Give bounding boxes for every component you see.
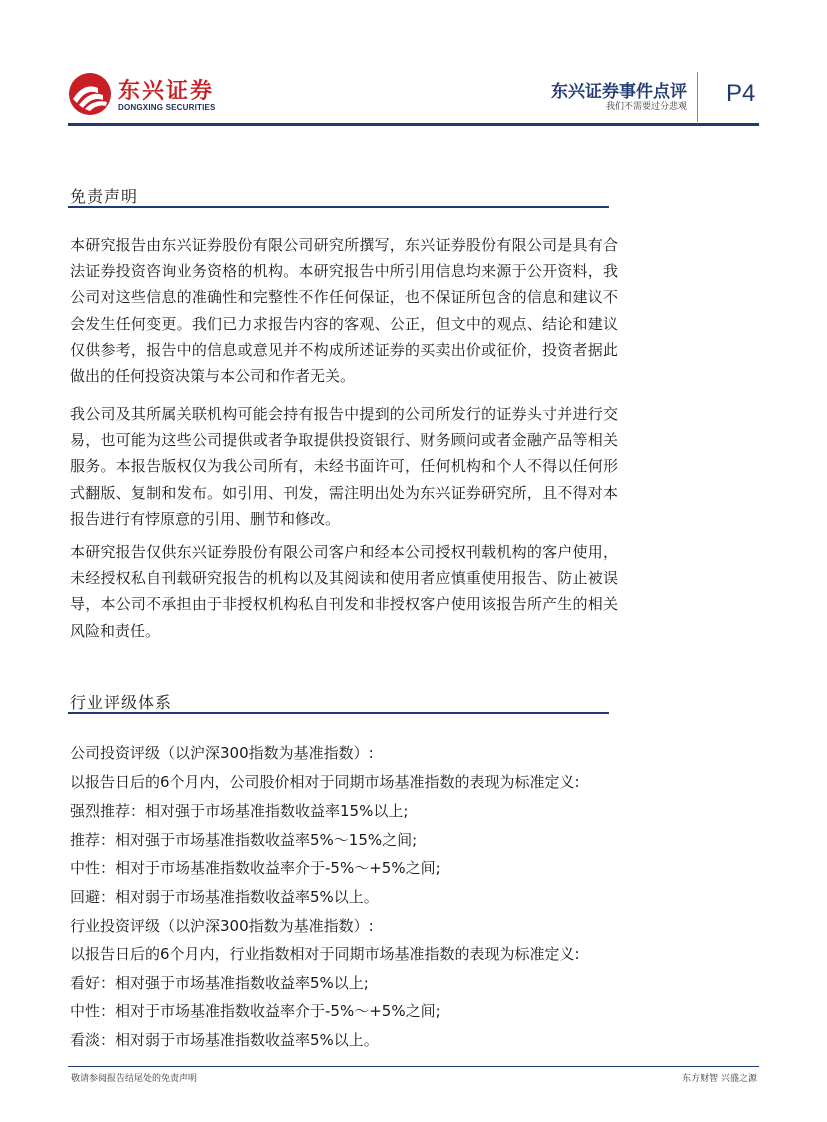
rating-line: 看好：相对强于市场基准指数收益率5%以上; <box>70 974 369 992</box>
disclaimer-heading: 免责声明 <box>70 187 139 206</box>
company-logo <box>68 70 228 120</box>
header-rule <box>68 123 759 126</box>
rating-line: 强烈推荐：相对强于市场基准指数收益率15%以上; <box>70 802 409 820</box>
report-subtitle: 我们不需要过分悲观 <box>605 102 687 112</box>
rating-line: 以报告日后的6个月内，行业指数相对于同期市场基准指数的表现为标准定义: <box>70 945 580 963</box>
rating-line: 以报告日后的6个月内，公司股价相对于同期市场基准指数的表现为标准定义: <box>70 773 580 791</box>
header-divider <box>697 72 698 122</box>
rating-line: 看淡：相对弱于市场基准指数收益率5%以上。 <box>70 1031 379 1049</box>
logo-wordmark-cn: 东兴证券 <box>118 79 215 104</box>
disclaimer-paragraph: 本研究报告由东兴证券股份有限公司研究所撰写，东兴证券股份有限公司是具有合法证券投资咨询业务资格的机构。本研究报告中所引用信息均来源于公开资料，我公司对这些信息的准确性和完整性不作任何保证，也不保证所包含的信息和建议不会发生任何变更。我们已力求报告内容的客观、公正，但文中的观点、结论和建议仅供参考，报告中的信息或意见并不构成所述证券的买卖出价或征价，投资者据此做出的任何投资决策与本公司和作者无关。 <box>70 236 618 386</box>
logo-wordmark-en: DONGXING SECURITIES <box>118 103 216 112</box>
rating-line: 行业投资评级（以沪深300指数为基准指数）: <box>70 917 374 935</box>
rating-line: 中性：相对于市场基准指数收益率介于-5%～+5%之间; <box>70 1002 441 1020</box>
footer-rule <box>68 1066 759 1067</box>
rating-line: 推荐：相对强于市场基准指数收益率5%～15%之间; <box>70 831 418 849</box>
disclaimer-paragraph: 本研究报告仅供东兴证券股份有限公司客户和经本公司授权刊载机构的客户使用，未经授权私自刊载研究报告的机构以及其阅读和使用者应慎重使用报告、防止被误导，本公司不承担由于非授权机构私自刊发和非授权客户使用该报告所产生的相关风险和责任。 <box>70 543 618 640</box>
rating-line: 回避：相对弱于市场基准指数收益率5%以上。 <box>70 888 379 906</box>
rating-system-heading-rule <box>68 712 609 714</box>
disclaimer-paragraph: 我公司及其所属关联机构可能会持有报告中提到的公司所发行的证券头寸并进行交易，也可能为这些公司提供或者争取提供投资银行、财务顾问或者金融产品等相关服务。本报告版权仅为我公司所有，未经书面许可，任何机构和个人不得以任何形式翻版、复制和发布。如引用、刊发，需注明出处为东兴证券研究所，且不得对本报告进行有悖原意的引用、删节和修改。 <box>70 405 618 528</box>
rating-system-heading: 行业评级体系 <box>70 693 173 712</box>
dongxing-logo-icon <box>68 72 112 116</box>
footer-disclaimer-note: 敬请参阅报告结尾处的免责声明 <box>71 1074 198 1084</box>
report-series-title: 东兴证券事件点评 <box>551 82 687 102</box>
footer-slogan: 东方财智 兴盛之源 <box>682 1074 757 1084</box>
rating-line: 中性：相对于市场基准指数收益率介于-5%～+5%之间; <box>70 859 441 877</box>
page-number: P4 <box>726 80 756 107</box>
rating-line: 公司投资评级（以沪深300指数为基准指数）: <box>70 744 374 762</box>
disclaimer-heading-rule <box>68 206 609 208</box>
